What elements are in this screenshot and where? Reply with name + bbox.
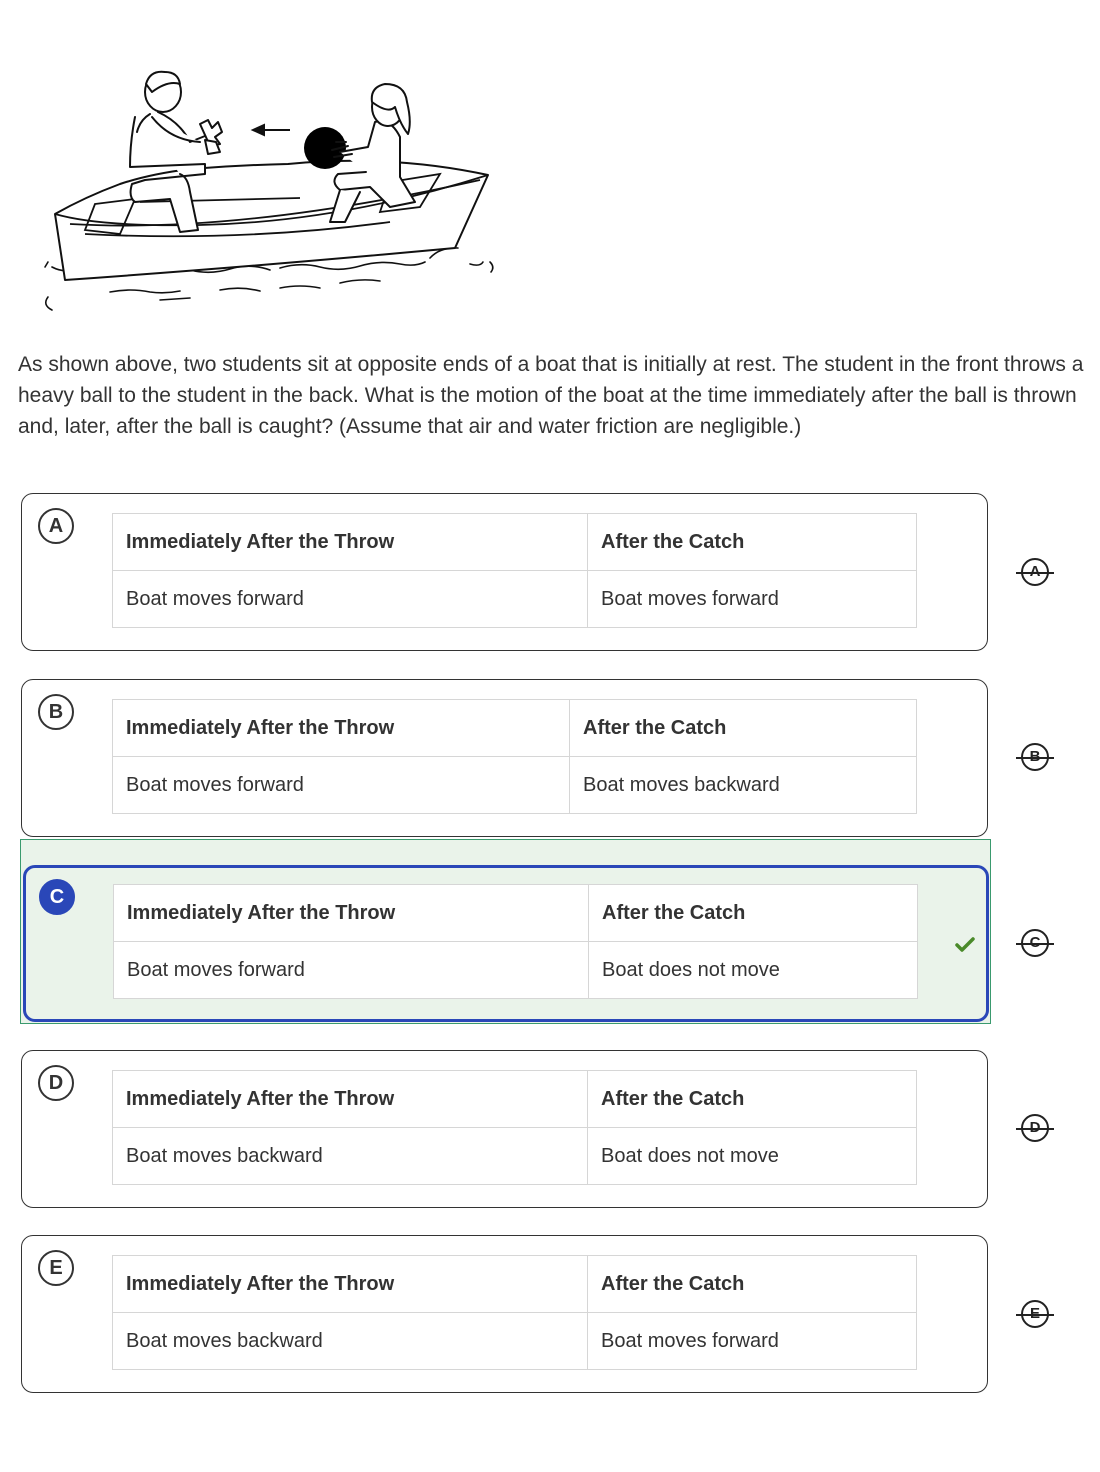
answer-option-c[interactable] [20, 839, 991, 1024]
column-header-catch: After the Catch [589, 885, 918, 942]
checkmark-icon [955, 936, 975, 954]
cell-catch: Boat moves forward [588, 1313, 917, 1370]
option-letter-e: E [38, 1250, 74, 1286]
selected-outline [23, 865, 989, 1022]
eliminate-option-d-button[interactable] [1016, 1114, 1054, 1144]
cell-throw: Boat moves backward [113, 1128, 588, 1185]
cell-catch: Boat moves forward [588, 571, 917, 628]
option-letter-a: A [38, 508, 74, 544]
cell-catch: Boat does not move [589, 942, 918, 999]
option-table-d [112, 1070, 917, 1185]
column-header-catch: After the Catch [588, 1071, 917, 1128]
eliminate-option-c-button[interactable] [1016, 929, 1054, 959]
cell-throw: Boat moves forward [114, 942, 589, 999]
eliminate-option-e-button[interactable] [1016, 1300, 1054, 1330]
cell-catch: Boat moves backward [570, 757, 917, 814]
column-header-catch: After the Catch [570, 700, 917, 757]
option-letter-d: D [38, 1065, 74, 1101]
answer-option-a[interactable] [21, 493, 988, 651]
cell-catch: Boat does not move [588, 1128, 917, 1185]
column-header-throw: Immediately After the Throw [113, 514, 588, 571]
column-header-throw: Immediately After the Throw [114, 885, 589, 942]
option-letter-c: C [39, 879, 75, 915]
cell-throw: Boat moves backward [113, 1313, 588, 1370]
option-table-c [113, 884, 918, 999]
eliminate-option-a-button[interactable] [1016, 558, 1054, 588]
column-header-catch: After the Catch [588, 514, 917, 571]
option-table-a [112, 513, 917, 628]
answer-option-e[interactable] [21, 1235, 988, 1393]
option-table-e [112, 1255, 917, 1370]
option-letter-b: B [38, 694, 74, 730]
cell-throw: Boat moves forward [113, 571, 588, 628]
column-header-throw: Immediately After the Throw [113, 700, 570, 757]
question-text: As shown above, two students sit at opposite ends of a boat that is initially at rest. The student in the front throws a heavy ball to the student in the back. What is the motion of the boat at the time immediately after the ball is thrown and, later, after the ball is caught? (Assume that air and water friction are negligible.) [18, 353, 1084, 438]
column-header-catch: After the Catch [588, 1256, 917, 1313]
column-header-throw: Immediately After the Throw [113, 1071, 588, 1128]
cell-throw: Boat moves forward [113, 757, 570, 814]
option-table-b [112, 699, 917, 814]
column-header-throw: Immediately After the Throw [113, 1256, 588, 1313]
eliminate-option-b-button[interactable] [1016, 743, 1054, 773]
answer-option-b[interactable] [21, 679, 988, 837]
answer-option-d[interactable] [21, 1050, 988, 1208]
boat-illustration [40, 62, 510, 318]
